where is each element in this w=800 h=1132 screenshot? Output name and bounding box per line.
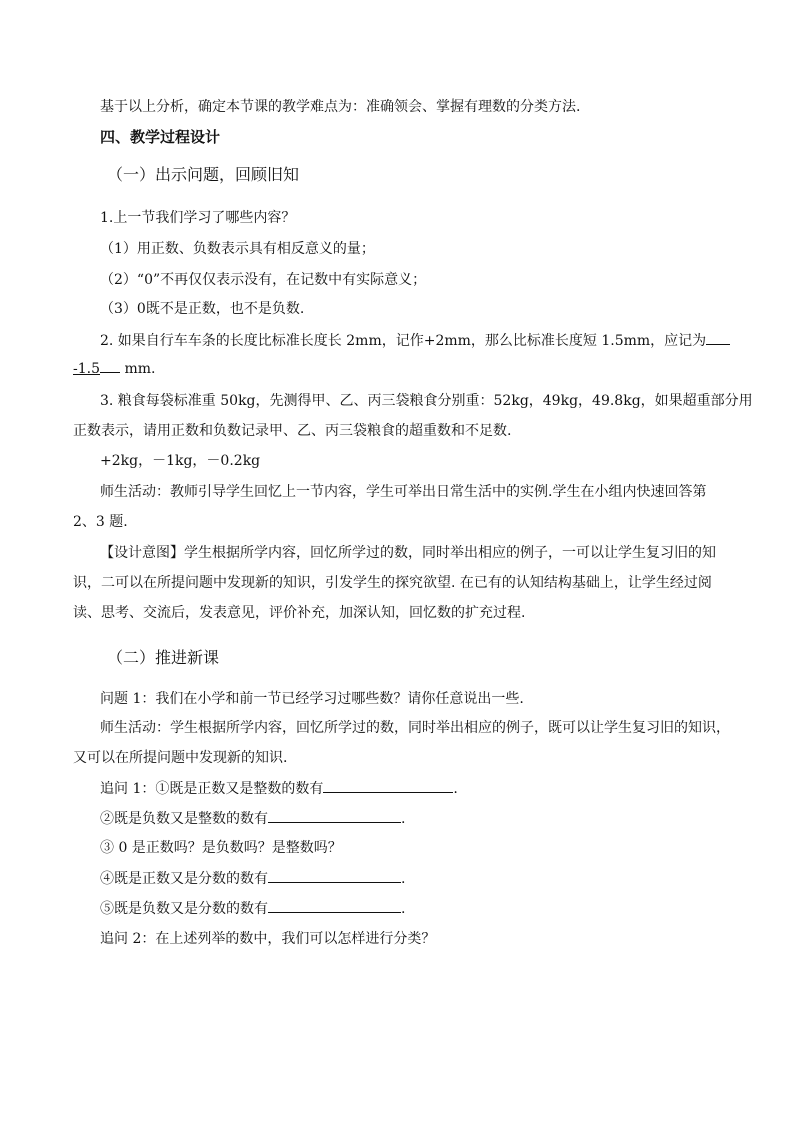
question-3-line-1: 3. 粮食每袋标准重 50kg，先测得甲、乙、丙三袋粮食分别重：52kg，49kg，49.8kg，如果超重部分用 [100, 393, 753, 409]
blank-negative-integers [268, 808, 401, 823]
activity-2-line-1: 师生活动：学生根据所学内容，回忆所学过的数，同时举出相应的例子，既可以让学生复习旧的知识， [100, 720, 730, 736]
follow-up-1-item-2 [100, 808, 405, 829]
question-2-continued [73, 358, 155, 379]
follow-up-1 [100, 778, 458, 799]
period: . [453, 781, 458, 797]
design-intent-line-1: 【设计意图】学生根据所学内容，回忆所学过的数，同时举出相应的例子，一可以让学生复习旧的知 [100, 545, 716, 561]
question-2-text: 2. 如果自行车车条的长度比标准长度长 2mm，记作+2mm，那么比标准长度短 1.5mm，应记为 [100, 333, 707, 349]
section-heading: 四、教学过程设计 [100, 128, 221, 146]
follow-up-1-text: 追问 1：①既是正数又是整数的数有 [100, 781, 324, 797]
blank-positive-fractions [268, 868, 401, 883]
activity-1-line-1: 师生活动：教师引导学生回忆上一节内容，学生可举出日常生活中的实例.学生在小组内快速回答第 [100, 484, 707, 500]
question-2 [100, 330, 730, 351]
question-1: 1.上一节我们学习了哪些内容？ [100, 210, 296, 226]
question-2-answer: -1.5 [73, 361, 100, 377]
follow-up-2: 追问 2：在上述列举的数中，我们可以怎样进行分类？ [100, 931, 436, 947]
activity-1-line-2: 2、3 题. [73, 514, 128, 530]
answer-blank-tail [100, 358, 120, 373]
period: . [401, 871, 406, 887]
period: . [401, 811, 406, 827]
follow-up-1-item-4 [100, 868, 405, 889]
follow-up-1-item-4-text: ④既是正数又是分数的数有 [100, 871, 268, 887]
question-1-item-3: （3）0既不是正数，也不是负数. [100, 301, 305, 317]
subsection-heading-1: （一）出示问题，回顾旧知 [107, 165, 300, 184]
follow-up-1-item-3: ③ 0 是正数吗？是负数吗？是整数吗？ [100, 840, 342, 856]
paragraph-difficulty: 基于以上分析，确定本节课的教学难点为：准确领会、掌握有理数的分类方法. [100, 99, 581, 115]
question-3-line-2: 正数表示，请用正数和负数记录甲、乙、丙三袋粮食的超重数和不足数. [73, 423, 512, 439]
subsection-heading-2: （二）推进新课 [107, 648, 220, 667]
follow-up-1-item-5 [100, 898, 405, 919]
activity-2-line-2: 又可以在所提问题中发现新的知识. [73, 750, 288, 766]
period: . [401, 901, 406, 917]
question-2-unit: mm. [124, 361, 156, 377]
question-1-item-1: （1）用正数、负数表示具有相反意义的量； [100, 241, 375, 257]
design-intent-line-2: 识，二可以在所提问题中发现新的知识，引发学生的探究欲望. 在已有的认知结构基础上，让学生经过阅 [73, 575, 712, 591]
problem-1: 问题 1：我们在小学和前一节已经学习过哪些数？请你任意说出一些. [100, 691, 524, 707]
follow-up-1-item-2-text: ②既是负数又是整数的数有 [100, 811, 268, 827]
blank-positive-integers [323, 778, 453, 793]
blank-negative-fractions [268, 898, 401, 913]
answer-blank [706, 330, 730, 345]
design-intent-line-3: 读、思考、交流后，发表意见，评价补充，加深认知，回忆数的扩充过程. [73, 605, 526, 621]
follow-up-1-item-5-text: ⑤既是负数又是分数的数有 [100, 901, 268, 917]
question-3-answer: +2kg，－1kg，－0.2kg [100, 453, 261, 469]
question-1-item-2: （2）“0”不再仅仅表示没有，在记数中有实际意义； [100, 272, 427, 288]
